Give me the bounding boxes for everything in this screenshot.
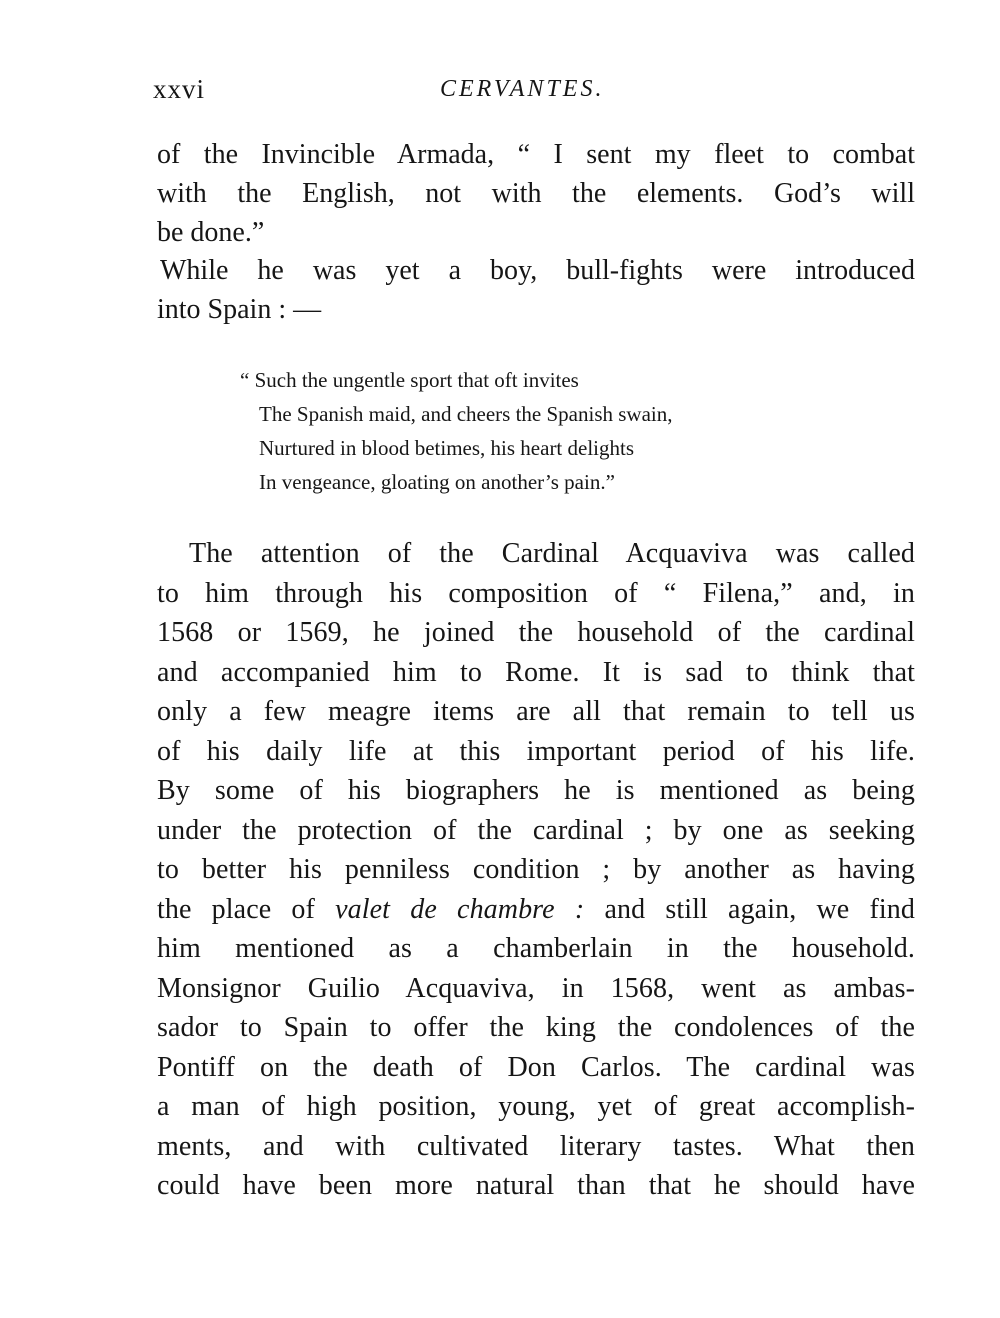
- text-line: only a few meagre items are all that remain to tell us: [157, 696, 915, 727]
- text-line: could have been more natural than that he should have: [157, 1170, 915, 1201]
- verse-line: “ Such the ungentle sport that oft invites: [240, 368, 579, 392]
- paragraph-cardinal-acquaviva: [157, 534, 915, 1206]
- text-line: and accompanied him to Rome. It is sad to think that: [157, 656, 915, 688]
- text-line: to better his penniless condition ; by another as having: [157, 854, 915, 885]
- text-line: Monsignor Guilio Acquaviva, in 1568, went as ambas-: [157, 972, 915, 1004]
- text-segment: the place of: [157, 893, 336, 925]
- text-line: ments, and with cultivated literary tastes. What then: [157, 1130, 915, 1162]
- text-line: sador to Spain to offer the king the condolences of the: [157, 1012, 915, 1043]
- text-line: of the Invincible Armada, “ I sent my fleet to combat: [157, 139, 915, 170]
- text-line: him mentioned as a chamberlain in the household.: [157, 933, 915, 964]
- verse-line: The Spanish maid, and cheers the Spanish swain,: [259, 402, 673, 426]
- text-line: 1568 or 1569, he joined the household of the cardinal: [157, 617, 915, 648]
- text-line: into Spain : —: [157, 294, 322, 325]
- text-line: By some of his biographers he is mentioned as being: [157, 775, 915, 806]
- running-title: CERVANTES.: [440, 76, 605, 102]
- text-line: While he was yet a boy, bull-fights were introduced: [160, 255, 915, 286]
- text-segment: and still again, we find: [584, 893, 915, 925]
- text-line: a man of high position, young, yet of great accomplish-: [157, 1091, 915, 1122]
- text-line: be done.”: [157, 217, 265, 248]
- text-line: to him through his composition of “ Filena,” and, in: [157, 577, 915, 609]
- italic-phrase: valet de chambre :: [335, 893, 585, 925]
- paragraph-armada-quote: [157, 135, 915, 252]
- paragraph-bull-fights: [157, 251, 915, 329]
- text-line: with the English, not with the elements. God’s will: [157, 178, 915, 209]
- verse-quotation: [240, 363, 860, 499]
- verse-line: Nurtured in blood betimes, his heart delights: [259, 436, 635, 460]
- verse-line: In vengeance, gloating on another’s pain.”: [259, 470, 615, 494]
- text-line: of his daily life at this important period of his life.: [157, 735, 915, 767]
- text-line: The attention of the Cardinal Acquaviva was called: [189, 538, 915, 569]
- text-line: under the protection of the cardinal ; by one as seeking: [157, 814, 915, 846]
- page-number: xxvi: [153, 74, 206, 104]
- text-line-with-italic: [157, 890, 915, 930]
- text-line: Pontiff on the death of Don Carlos. The cardinal was: [157, 1051, 915, 1083]
